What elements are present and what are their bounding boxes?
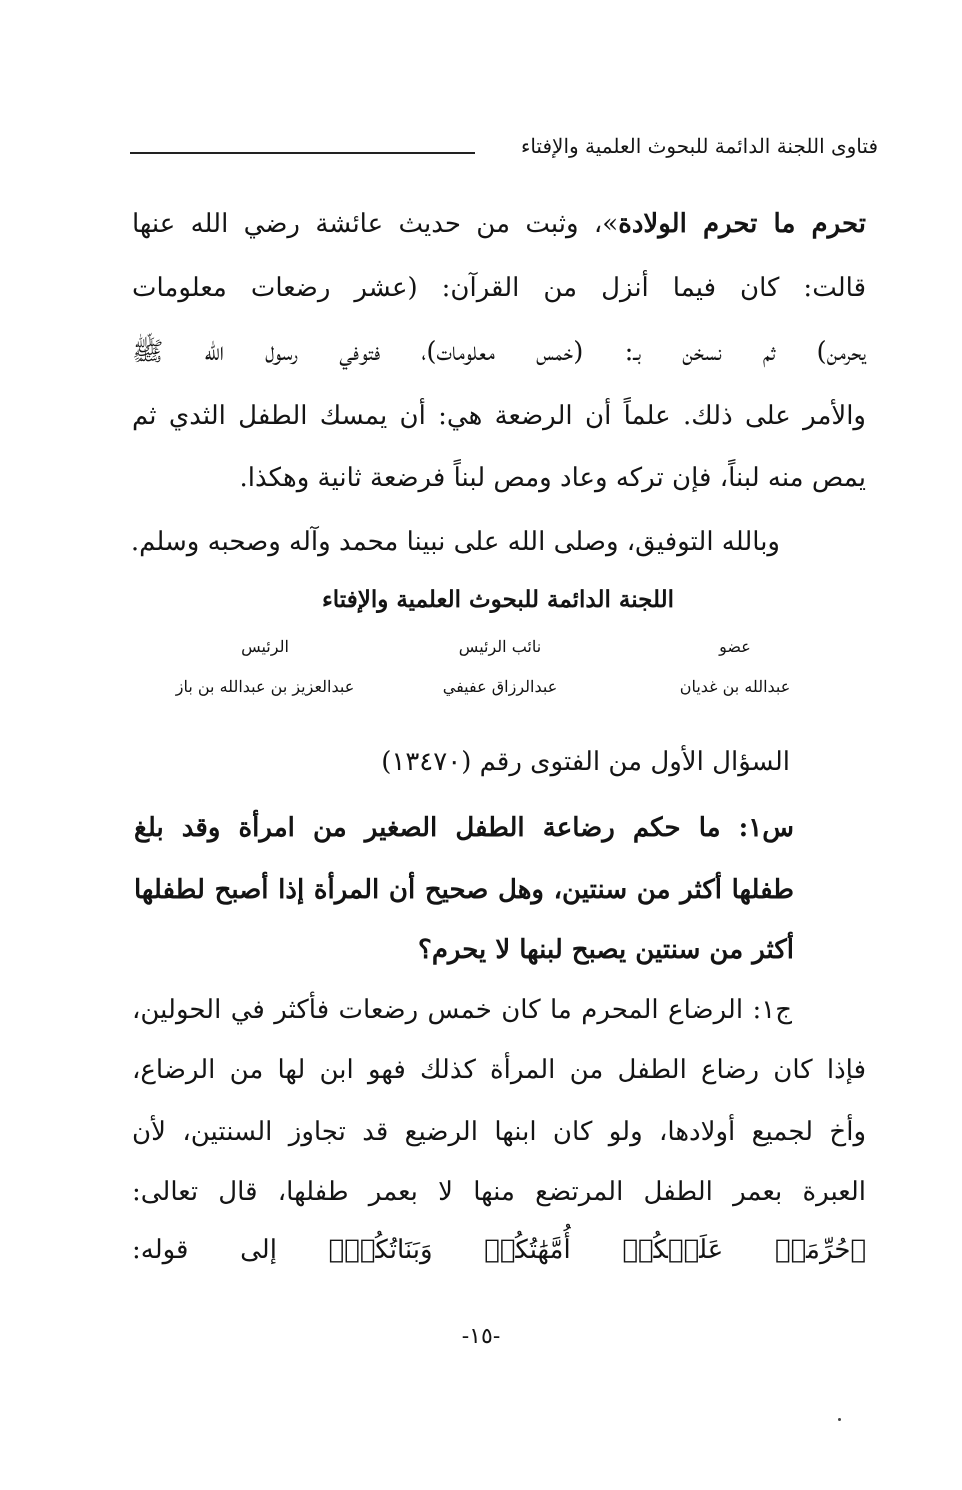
passage-line-2: قالت: كان فيما أنزل من القرآن: (عشر رضعات معلومات	[132, 273, 866, 303]
question-line-1: س١: ما حكم رضاعة الطفل الصغير من امرأة وقد بلغ	[134, 813, 794, 843]
role-vice-president: نائب الرئيس	[458, 637, 542, 656]
answer-line-4: العبرة بعمر الطفل المرتضع منها لا بعمر طفلها، قال تعالى:	[132, 1177, 866, 1207]
passage-line-3: يحرمن) ثم نسخن بـ: (خمس معلومات)، فتوفي رسول الله ﷺ	[132, 337, 866, 367]
committee-title: اللجنة الدائمة للبحوث العلمية والإفتاء	[321, 586, 675, 613]
name-member: عبدالله بن غديان	[679, 677, 791, 696]
scan-speck	[838, 1418, 841, 1421]
bold-phrase: تحرم ما تحرم الولادة	[618, 209, 866, 239]
answer-line-3: وأخ لجميع أولادها، ولو كان ابنها الرضيع قد تجاوز السنتين، لأن	[132, 1117, 866, 1147]
name-president: عبدالعزيز بن عبدالله بن باز	[175, 677, 355, 696]
fatwa-heading: السؤال الأول من الفتوى رقم (١٣٤٧٠)	[381, 747, 790, 777]
answer-line-5: ﴿حُرِّمَتۡ عَلَيۡكُمۡ أُمَّهَٰتُكُمۡ وَبَنَاتُكُمۡ﴾ إلى قوله:	[132, 1235, 866, 1265]
page-number: -١٥-	[461, 1324, 501, 1349]
answer-line-2: فإذا كان رضاع الطفل من المرأة كذلك فهو ابن لها من الرضاع،	[132, 1055, 866, 1085]
passage-line-4: والأمر على ذلك. علماً أن الرضعة هي: أن يمسك الطفل الثدي ثم	[132, 401, 866, 431]
signatory-roles	[150, 636, 850, 662]
passage-line-5: يمص منه لبناً، فإن تركه وعاد ومص لبناً فرضعة ثانية وهكذا.	[239, 463, 866, 493]
question-line-2: طفلها أكثر من سنتين، وهل صحيح أن المرأة إذا أصبح لطفلها	[134, 875, 794, 905]
book-title: فتاوى اللجنة الدائمة للبحوث العلمية والإفتاء	[520, 134, 878, 158]
closing-line: وبالله التوفيق، وصلى الله على نبينا محمد وآله وصحبه وسلم.	[130, 527, 780, 557]
signatory-names	[150, 676, 850, 702]
question-line-3: أكثر من سنتين يصبح لبنها لا يحرم؟	[418, 935, 794, 965]
role-member: عضو	[719, 637, 751, 656]
name-vice-president: عبدالرزاق عفيفي	[442, 677, 558, 696]
answer-line-1: ج١: الرضاع المحرم ما كان خمس رضعات فأكثر في الحولين،	[132, 995, 792, 1025]
role-president: الرئيس	[241, 637, 289, 656]
passage-line-1	[132, 204, 866, 244]
header-rule	[130, 152, 475, 154]
running-header	[130, 132, 878, 172]
passage-line-1-rest: »، وثبت من حديث عائشة رضي الله عنها	[132, 209, 619, 239]
